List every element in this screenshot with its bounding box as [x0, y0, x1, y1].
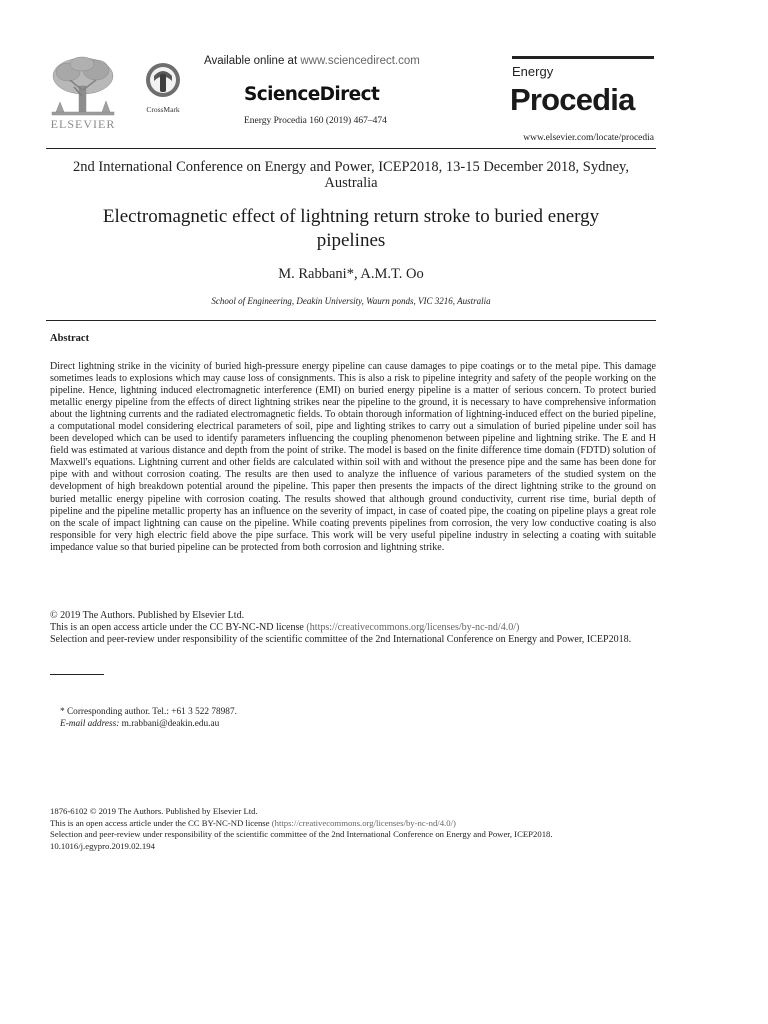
authors: M. Rabbani*, A.M.T. Oo [278, 266, 424, 282]
crossmark-badge[interactable] [143, 62, 183, 114]
corresponding-author-note [60, 706, 237, 730]
crossmark-label: CrossMark [146, 105, 180, 114]
publisher-name: ELSEVIER [50, 117, 116, 131]
copyright-line: © 2019 The Authors. Published by Elsevier Ltd. [50, 610, 245, 621]
available-prefix: Available online at [204, 55, 298, 67]
paper-title [46, 205, 656, 253]
journal-reference: Energy Procedia 160 (2019) 467–474 [244, 116, 387, 126]
abstract-heading: Abstract [50, 333, 90, 344]
license-block [50, 610, 656, 646]
footer-issn: 1876-6102 © 2019 The Authors. Published by Elsevier Ltd. [50, 806, 258, 816]
journal-logo-big: Procedia [510, 82, 635, 117]
footnote-divider [50, 674, 104, 675]
peer-review-line: Selection and peer-review under responsibility of the scientific committee of the 2nd International Conference on Energy and Power, ICEP2018. [50, 634, 632, 646]
corresponding-author-line: * Corresponding author. Tel.: +61 3 522 78987. [60, 707, 237, 717]
footer-doi[interactable]: 10.1016/j.egypro.2019.02.194 [50, 840, 155, 851]
journal-logo [512, 56, 654, 125]
title-line-1: Electromagnetic effect of lightning return stroke to buried energy [102, 206, 600, 227]
email-label: E-mail address: [60, 719, 120, 729]
license-line [50, 622, 656, 634]
abstract-body [50, 361, 656, 554]
abstract-paragraph: Direct lightning strike in the vicinity of buried high-pressure energy pipeline can cause damages to pipe coatings or to the metal pipe. This damage sometimes leads to explosions which may cause loss of consignments. This is also a risk to pipeline integrity and safety of the people working on the pipeline. Hence, lightning induced electromagnetic interference (EMI) on buried energy pipeline is a matter of serious concern. To protect buried metallic energy pipeline from the effects of direct lightning strikes near the pipeline to the ground, it is necessary to have comprehensive information about the lightning currents and the radiated electromagnetic fields. To obtain thorough information of lightning-induced effect on the buried pipeline, a computational model considering electrical parameters of soil, pipe and lighting strikes to carry out a simulation of buried pipeline under soil has been developed which can be used to identify parameters influencing the coupling phenomenon between pipeline and lightning strike. The E and H field was estimated at various distance and depth from the point of strike. The model is based on the finite difference time domain (FDTD) solution of Maxwell's equations. Lightning current and other fields are calculated within soil with and without the presence pipe and the same has been done for pipe with and without corrosion coating. The results are then used to analyze the influence of various parameters of the studied system on the development of high breakdown potential around the pipeline. This paper then presents the impacts of the direct lightning strike to the ground on buried metallic energy pipeline with corrosion coating. The results showed that although ground conductivity, current rise time, burial depth of pipeline and the pipeline metallic property has an influence on the severity of impact, in case of coated pipe, the coating on pipeline plays a great role on the scale of impact lightning can cause on the pipeline. While coating prevents pipelines from corrosion, the very low conductive coating is also responsible for very high electric field above the pipe surface. This work will be very useful pipeline industry in selecting a coating with suitable impedance value so that buried pipeline can be protected from both corrosion and lightning strike. [50, 361, 656, 553]
license-link[interactable]: (https://creativecommons.org/licenses/by-nc-nd/4.0/) [306, 622, 520, 634]
email-line [60, 718, 237, 730]
email-address[interactable]: m.rabbani@deakin.edu.au [121, 719, 220, 729]
conference-name [46, 159, 656, 191]
footer-license-link[interactable]: (https://creativecommons.org/licenses/by-nc-nd/4.0/) [271, 817, 456, 828]
available-online-line [204, 55, 420, 67]
affiliation: School of Engineering, Deakin University, Waurn ponds, VIC 3216, Australia [211, 296, 491, 306]
footer-peer-review: Selection and peer-review under responsibility of the scientific committee of the 2nd International Conference on Energy and Power, ICEP2018. [50, 829, 553, 840]
journal-url[interactable]: www.elsevier.com/locate/procedia [523, 133, 654, 143]
platform-name: ScienceDirect [244, 84, 380, 105]
sciencedirect-link[interactable]: www.sciencedirect.com [300, 55, 420, 67]
conference-line-1: 2nd International Conference on Energy and Power, ICEP2018, 13-15 December 2018, Sydney, [73, 159, 629, 175]
footer-license-prefix: This is an open access article under the CC BY-NC-ND license [50, 817, 270, 828]
abstract-divider [46, 320, 656, 321]
page-footer [50, 806, 658, 852]
conference-line-2: Australia [324, 175, 378, 191]
tree-logo-icon [46, 54, 120, 118]
journal-logo-small: Energy [512, 64, 554, 79]
license-prefix: This is an open access article under the CC BY-NC-ND license [50, 622, 304, 634]
title-line-2: pipelines [316, 230, 386, 251]
footer-license-line [50, 818, 658, 830]
crossmark-icon [145, 62, 181, 98]
header-divider [46, 148, 656, 149]
